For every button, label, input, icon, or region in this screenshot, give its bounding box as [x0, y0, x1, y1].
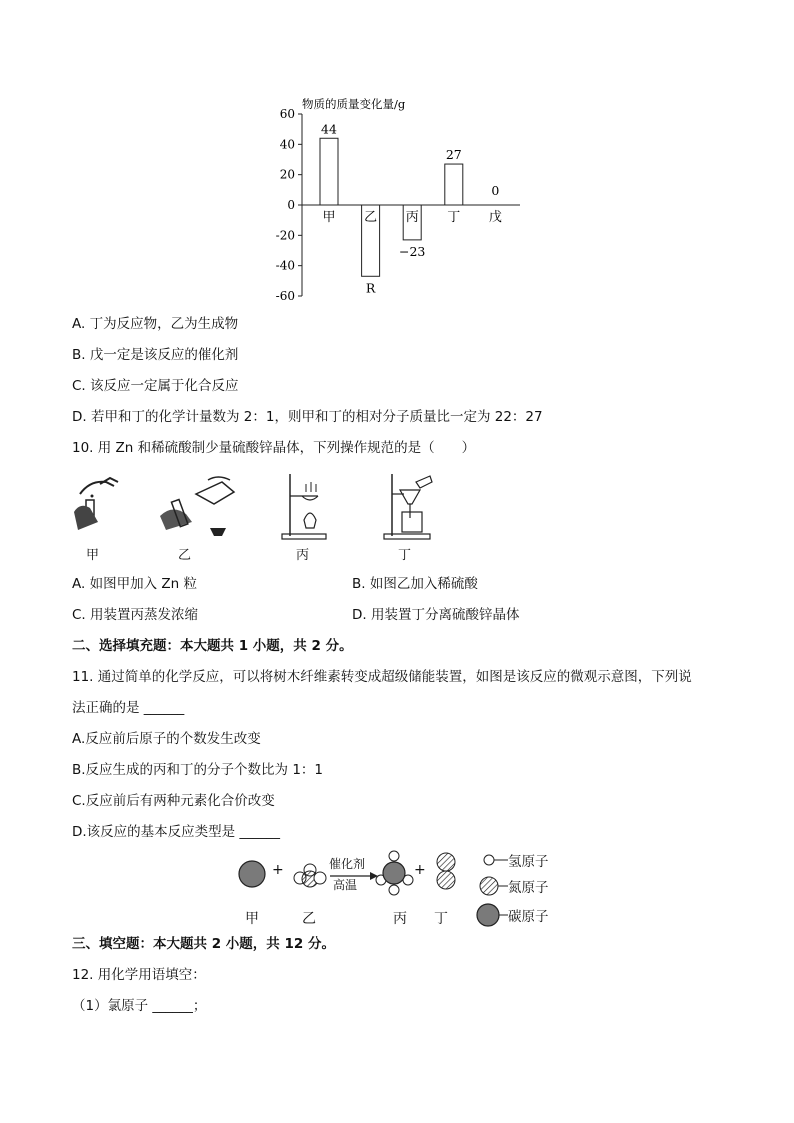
x-category-label: 丙 [405, 210, 419, 225]
carbon-atom-icon [476, 902, 508, 928]
q9-option-b[interactable]: B. 戊一定是该反应的催化剂 [72, 347, 239, 363]
q10-stem: 10. 用 Zn 和稀硫酸制少量硫酸锌晶体，下列操作规范的是（ ） [72, 440, 476, 456]
q11-stem-line-1: 11. 通过简单的化学反应，可以将树木纤维素转变成超级储能装置，如图是该反应的微观示意图，下列说 [72, 669, 692, 685]
y-tick-label: -40 [275, 258, 295, 273]
lab-figure-jia [70, 472, 130, 536]
q11-option-d[interactable]: D.该反应的基本反应类型是 ______ [72, 824, 280, 840]
q11-stem-line-2: 法正确的是 ______ [72, 700, 185, 716]
bar-data-label: 0 [491, 183, 500, 198]
y-tick-label: -60 [275, 289, 295, 303]
q10-option-d[interactable]: D. 用装置丁分离硫酸锌晶体 [352, 607, 520, 623]
lab-label-yi: 乙 [178, 548, 192, 563]
lab-figure-yi [152, 474, 242, 538]
molecule-bing [376, 851, 413, 895]
x-category-label: 乙 [364, 210, 378, 225]
legend-nitrogen-label: 氮原子 [508, 880, 549, 896]
bar-data-label: 44 [321, 121, 337, 137]
lab-label-jia: 甲 [86, 548, 100, 563]
reaction-plus-2: + [414, 862, 426, 878]
q11-option-b[interactable]: B.反应生成的丙和丁的分子个数比为 1：1 [72, 762, 324, 778]
molecule-label-ding: 丁 [434, 911, 448, 927]
molecule-yi [294, 864, 326, 887]
section-3-heading: 三、填空题：本大题共 2 小题，共 12 分。 [72, 936, 335, 952]
q11-option-c[interactable]: C.反应前后有两种元素化合价改变 [72, 793, 275, 809]
lab-label-bing: 丙 [296, 548, 310, 563]
molecule-label-yi: 乙 [302, 911, 316, 927]
bar-data-label: 27 [445, 147, 462, 163]
legend-hydrogen [482, 850, 549, 870]
q9-option-d[interactable]: D. 若甲和丁的化学计量数为 2：1，则甲和丁的相对分子质量比一定为 22：27 [72, 409, 543, 425]
molecule-jia [239, 861, 265, 887]
q12-part-1: （1）氯原子 ______； [72, 998, 207, 1014]
mass-change-bar-chart [268, 96, 538, 306]
legend-carbon [476, 902, 549, 928]
hydrogen-atom-icon [482, 852, 508, 868]
y-tick-label: -20 [275, 228, 295, 243]
reaction-plus-1: + [272, 862, 284, 878]
q12-stem: 12. 用化学用语填空： [72, 967, 206, 983]
lab-figure-bing [278, 470, 330, 542]
bar [445, 164, 463, 205]
bar [320, 138, 338, 205]
molecule-label-jia: 甲 [245, 911, 259, 927]
legend-nitrogen [478, 875, 549, 897]
x-category-label: 甲 [322, 210, 336, 225]
q11-option-a[interactable]: A.反应前后原子的个数发生改变 [72, 731, 261, 747]
section-2-heading: 二、选择填充题：本大题共 1 小题，共 2 分。 [72, 638, 353, 654]
bar-data-label: −23 [399, 243, 426, 259]
bar-data-label: R [365, 280, 376, 296]
lab-label-ding: 丁 [398, 548, 412, 563]
molecule-label-bing: 丙 [393, 911, 407, 927]
x-category-label: 丁 [447, 210, 461, 225]
y-tick-label: 40 [279, 137, 295, 152]
q10-option-c[interactable]: C. 用装置丙蒸发浓缩 [72, 607, 199, 623]
x-category-label: 戊 [488, 210, 502, 225]
y-tick-label: 60 [279, 107, 295, 121]
y-axis-label: 物质的质量变化量/g [302, 97, 406, 111]
q9-option-a[interactable]: A. 丁为反应物，乙为生成物 [72, 316, 239, 332]
nitrogen-atom-icon [478, 875, 508, 897]
legend-carbon-label: 碳原子 [508, 909, 549, 925]
legend-hydrogen-label: 氢原子 [508, 854, 549, 870]
lab-figure-ding [380, 468, 440, 542]
reaction-condition-top: 催化剂 [329, 857, 366, 871]
y-tick-label: 0 [287, 198, 295, 212]
q10-option-a[interactable]: A. 如图甲加入 Zn 粒 [72, 576, 197, 592]
y-tick-label: 20 [279, 167, 295, 182]
reaction-condition-bottom: 高温 [333, 878, 358, 892]
q10-option-b[interactable]: B. 如图乙加入稀硫酸 [352, 576, 478, 592]
q9-option-c[interactable]: C. 该反应一定属于化合反应 [72, 378, 239, 394]
molecule-ding [437, 853, 455, 889]
